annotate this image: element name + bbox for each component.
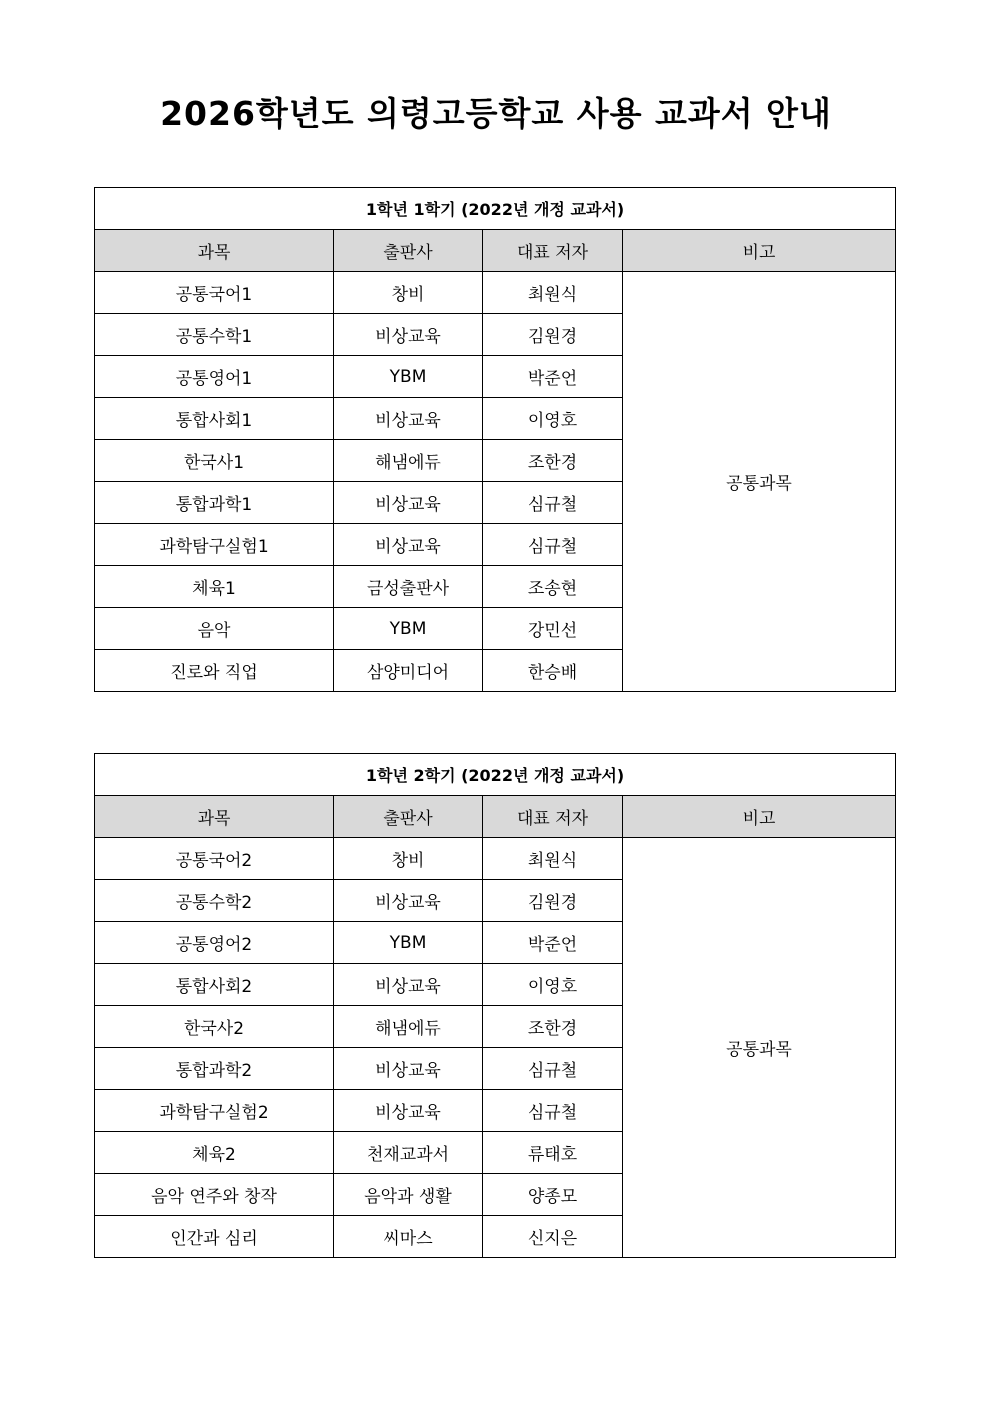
subject-cell: 공통국어2: [95, 838, 334, 880]
publisher-cell: 삼양미디어: [334, 650, 483, 692]
publisher-cell: 해냄에듀: [334, 1006, 483, 1048]
author-cell: 양종모: [483, 1174, 623, 1216]
publisher-cell: 비상교육: [334, 1090, 483, 1132]
author-cell: 신지은: [483, 1216, 623, 1258]
subject-cell: 공통영어1: [95, 356, 334, 398]
publisher-cell: YBM: [334, 608, 483, 650]
author-cell: 이영호: [483, 964, 623, 1006]
publisher-cell: 비상교육: [334, 398, 483, 440]
header-remark: 비고: [623, 230, 896, 272]
author-cell: 김원경: [483, 314, 623, 356]
subject-cell: 음악 연주와 창작: [95, 1174, 334, 1216]
subject-cell: 체육1: [95, 566, 334, 608]
publisher-cell: 씨마스: [334, 1216, 483, 1258]
subject-cell: 공통영어2: [95, 922, 334, 964]
publisher-cell: YBM: [334, 356, 483, 398]
author-cell: 류태호: [483, 1132, 623, 1174]
subject-cell: 음악: [95, 608, 334, 650]
subject-cell: 통합사회2: [95, 964, 334, 1006]
publisher-cell: 천재교과서: [334, 1132, 483, 1174]
page-title: 2026학년도 의령고등학교 사용 교과서 안내: [160, 94, 832, 133]
subject-cell: 한국사1: [95, 440, 334, 482]
subject-cell: 체육2: [95, 1132, 334, 1174]
textbook-table-semester-1: [94, 187, 896, 692]
table-row: [95, 272, 896, 314]
subject-cell: 한국사2: [95, 1006, 334, 1048]
publisher-cell: 창비: [334, 838, 483, 880]
subject-cell: 공통수학1: [95, 314, 334, 356]
author-cell: 최원식: [483, 272, 623, 314]
table-row: [95, 838, 896, 880]
author-cell: 김원경: [483, 880, 623, 922]
author-cell: 이영호: [483, 398, 623, 440]
subject-cell: 공통수학2: [95, 880, 334, 922]
author-cell: 최원식: [483, 838, 623, 880]
publisher-cell: 비상교육: [334, 964, 483, 1006]
author-cell: 조한경: [483, 1006, 623, 1048]
header-remark: 비고: [623, 796, 896, 838]
header-subject: 과목: [95, 230, 334, 272]
subject-cell: 공통국어1: [95, 272, 334, 314]
author-cell: 조송현: [483, 566, 623, 608]
publisher-cell: 창비: [334, 272, 483, 314]
subject-cell: 통합사회1: [95, 398, 334, 440]
author-cell: 조한경: [483, 440, 623, 482]
subject-cell: 인간과 심리: [95, 1216, 334, 1258]
textbook-table-semester-2: [94, 753, 896, 1258]
subject-cell: 통합과학1: [95, 482, 334, 524]
remark-cell: 공통과목: [623, 272, 896, 692]
author-cell: 박준언: [483, 922, 623, 964]
publisher-cell: 금성출판사: [334, 566, 483, 608]
subject-cell: 통합과학2: [95, 1048, 334, 1090]
publisher-cell: 비상교육: [334, 1048, 483, 1090]
publisher-cell: 비상교육: [334, 482, 483, 524]
publisher-cell: 음악과 생활: [334, 1174, 483, 1216]
publisher-cell: 해냄에듀: [334, 440, 483, 482]
header-author: 대표 저자: [483, 796, 623, 838]
author-cell: 심규철: [483, 524, 623, 566]
subject-cell: 과학탐구실험1: [95, 524, 334, 566]
author-cell: 강민선: [483, 608, 623, 650]
author-cell: 심규철: [483, 1048, 623, 1090]
publisher-cell: 비상교육: [334, 314, 483, 356]
author-cell: 박준언: [483, 356, 623, 398]
header-author: 대표 저자: [483, 230, 623, 272]
remark-cell: 공통과목: [623, 838, 896, 1258]
table-caption: 1학년 1학기 (2022년 개정 교과서): [95, 188, 896, 230]
header-publisher: 출판사: [334, 796, 483, 838]
author-cell: 심규철: [483, 482, 623, 524]
author-cell: 한승배: [483, 650, 623, 692]
table-caption: 1학년 2학기 (2022년 개정 교과서): [95, 754, 896, 796]
publisher-cell: 비상교육: [334, 880, 483, 922]
header-publisher: 출판사: [334, 230, 483, 272]
subject-cell: 과학탐구실험2: [95, 1090, 334, 1132]
author-cell: 심규철: [483, 1090, 623, 1132]
header-subject: 과목: [95, 796, 334, 838]
publisher-cell: 비상교육: [334, 524, 483, 566]
subject-cell: 진로와 직업: [95, 650, 334, 692]
publisher-cell: YBM: [334, 922, 483, 964]
